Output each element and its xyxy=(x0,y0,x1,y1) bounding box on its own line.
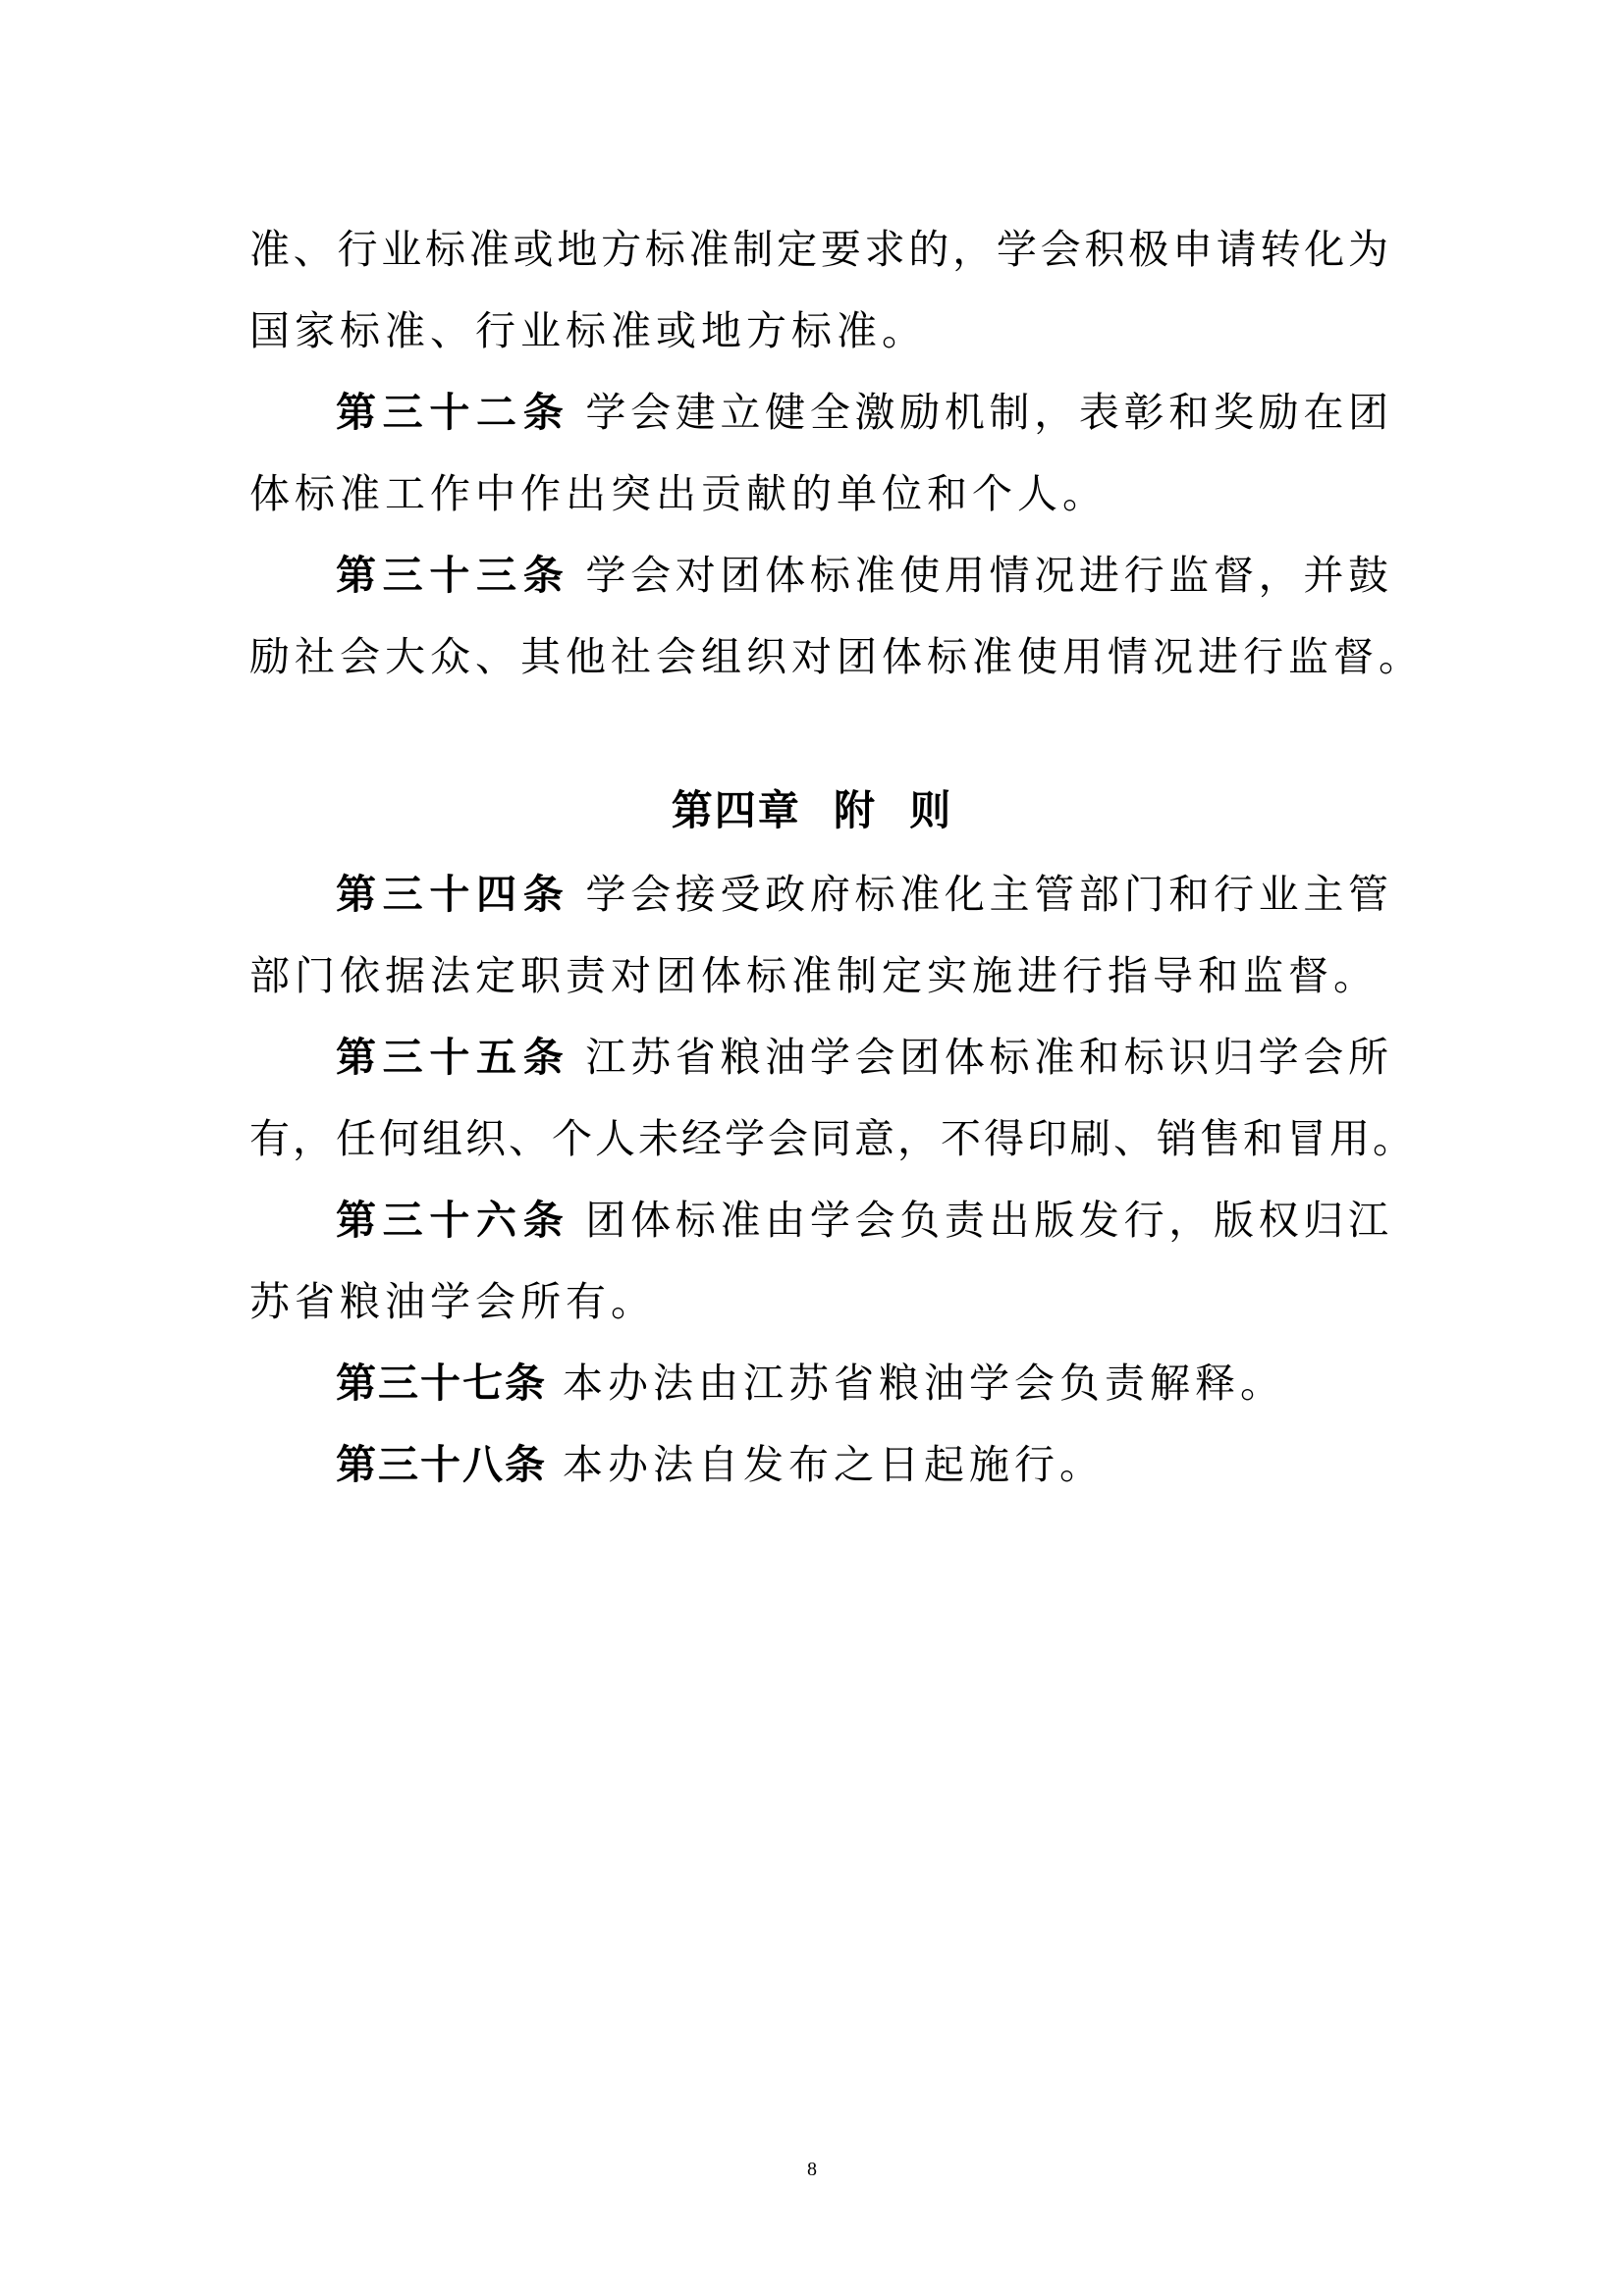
article-34-label: 第三十四条 xyxy=(336,871,570,918)
article-33-line-1 xyxy=(249,548,1388,603)
article-35-text-1: 江苏省粮油学会团体标准和标识归学会所 xyxy=(585,1034,1389,1081)
article-32-text-1: 学会建立健全激励机制，表彰和奖励在团 xyxy=(585,389,1389,436)
article-38-label: 第三十八条 xyxy=(336,1441,547,1488)
article-35-label: 第三十五条 xyxy=(336,1034,570,1081)
article-35-line-2: 有，任何组织、个人未经学会同意，不得印刷、销售和冒用。 xyxy=(249,1115,1416,1162)
article-37-label: 第三十七条 xyxy=(336,1360,547,1407)
article-34-text-1: 学会接受政府标准化主管部门和行业主管 xyxy=(585,871,1389,918)
article-37-text-1: 本办法由江苏省粮油学会负责解释。 xyxy=(563,1360,1285,1407)
article-33-label: 第三十三条 xyxy=(336,552,570,599)
paragraph-continuation-line-2: 国家标准、行业标准或地方标准。 xyxy=(249,307,927,354)
article-37-line-1 xyxy=(249,1356,1285,1411)
page-number: 8 xyxy=(807,2159,817,2180)
paragraph-continuation-line-1: 准、行业标准或地方标准制定要求的，学会积极申请转化为 xyxy=(249,226,1388,273)
article-32-line-1 xyxy=(249,385,1388,440)
article-32-label: 第三十二条 xyxy=(336,389,570,436)
article-33-line-2: 励社会大众、其他社会组织对团体标准使用情况进行监督。 xyxy=(249,633,1424,680)
article-36-label: 第三十六条 xyxy=(336,1197,570,1244)
article-34-line-2: 部门依据法定职责对团体标准制定实施进行指导和监督。 xyxy=(249,952,1379,999)
article-32-line-2: 体标准工作中作出突出贡献的单位和个人。 xyxy=(249,470,1108,517)
chapter-heading: 第四章 附 则 xyxy=(671,786,953,834)
article-33-text-1: 学会对团体标准使用情况进行监督，并鼓 xyxy=(585,552,1389,599)
article-38-text-1: 本办法自发布之日起施行。 xyxy=(563,1441,1105,1488)
article-34-line-1 xyxy=(249,867,1388,922)
article-35-line-1 xyxy=(249,1030,1388,1085)
article-36-line-2: 苏省粮油学会所有。 xyxy=(249,1278,656,1325)
article-36-text-1: 团体标准由学会负责出版发行，版权归江 xyxy=(585,1197,1389,1244)
article-38-line-1 xyxy=(249,1437,1105,1492)
article-36-line-1 xyxy=(249,1193,1388,1248)
